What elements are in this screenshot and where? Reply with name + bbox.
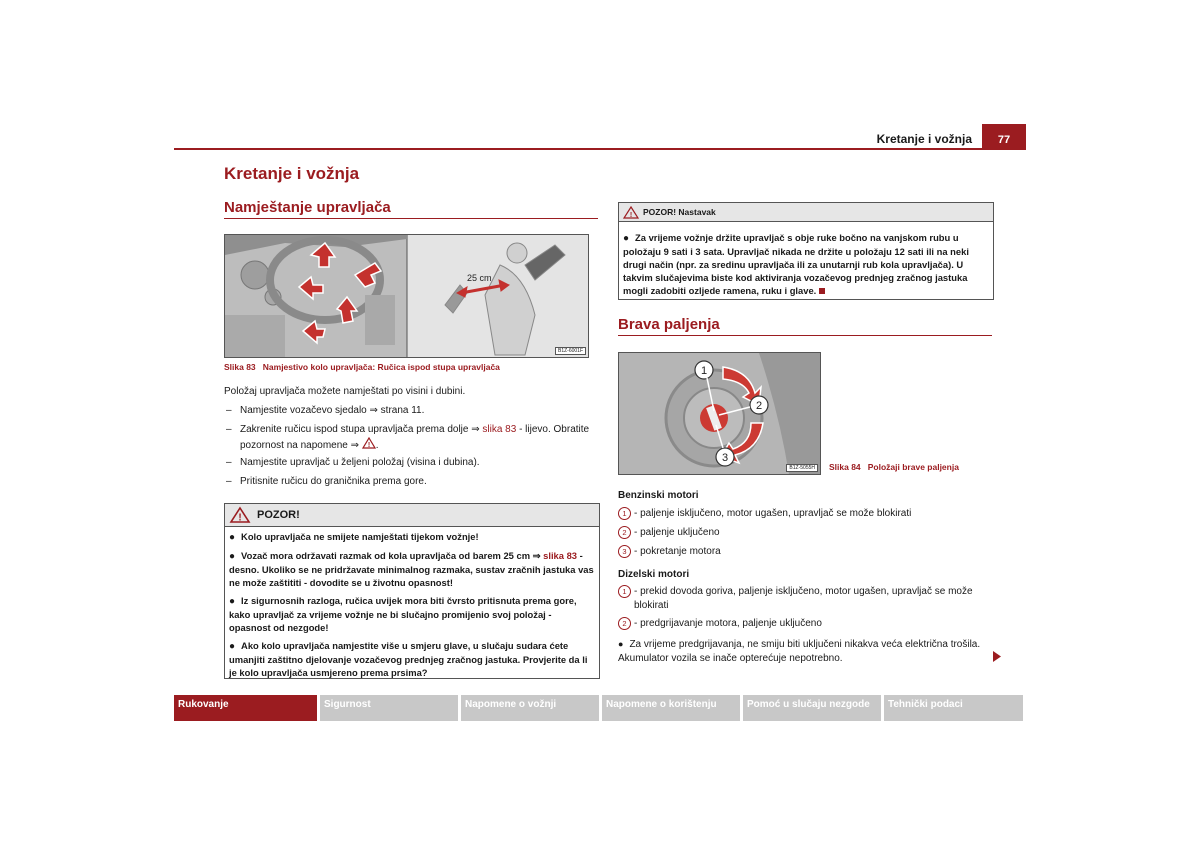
step-dash: – [226, 457, 232, 468]
step-text: . [375, 440, 379, 451]
figure-link[interactable]: slika 83 [482, 424, 517, 435]
callout-3: 3 [721, 452, 729, 464]
callout-1: 1 [700, 365, 708, 377]
step-text: Zakrenite ručicu ispod stupa upravljača prema dolje ⇒ [240, 424, 483, 435]
warning-body [619, 222, 993, 305]
section-rule [618, 335, 992, 336]
svg-text:!: ! [629, 211, 633, 219]
distance-label: 25 cm [467, 273, 492, 283]
running-header-title: Kretanje i vožnja [876, 132, 972, 146]
intro-paragraph: Položaj upravljača možete namještati po visini i dubini. [224, 386, 466, 397]
number-circle: 2 [618, 617, 631, 630]
warning-triangle-icon[interactable] [362, 437, 376, 449]
petrol-item-1 [618, 507, 992, 521]
tab-sigurnost[interactable]: Sigurnost [320, 695, 458, 721]
ignition-illustration [619, 353, 820, 474]
warning-item: ● Iz sigurnosnih razloga, ručica uvijek mora biti čvrsto pritisnuta prema gore, kako upravljač za vrijeme vožnje ne bi slučajno promijenio svoj položaj - opasnost od nezgode! [229, 595, 577, 633]
step-dash: – [226, 424, 232, 435]
number-circle: 2 [618, 526, 631, 539]
warning-header [619, 203, 993, 222]
tab-pomoc-u-slucaju-nezgode[interactable]: Pomoć u slučaju nezgode [743, 695, 881, 721]
warning-item: ● Vozač mora održavati razmak od kola upravljača od barem 25 cm ⇒ slika 83 - desno. Ukoliko se ne pridržavate minimalnog razmaka, sustav zračnih jastuka vas ne može zaštititi - dovodite se u životnu opasnost! [229, 550, 594, 588]
section-title-steering: Namještanje upravljača [224, 199, 391, 216]
figure-84-caption [829, 462, 959, 472]
page-number: 77 [982, 124, 1026, 148]
tab-napomene-o-koristenju[interactable]: Napomene o korištenju [602, 695, 740, 721]
item-text: - pokretanje motora [634, 546, 721, 557]
number-circle: 1 [618, 585, 631, 598]
caption-text: Položaji brave paljenja [867, 462, 959, 472]
section-title-ignition: Brava paljenja [618, 316, 720, 333]
step-text: - lijevo. Obratite pozornost na napomene ⇒ [240, 424, 590, 451]
step-2 [224, 423, 598, 453]
item-text: - paljenje isključeno, motor ugašen, upravljač se može blokirati [634, 508, 912, 519]
end-mark-icon [819, 288, 825, 294]
step-4 [224, 475, 598, 489]
header-rule [174, 148, 1026, 150]
item-text: - paljenje uključeno [634, 527, 720, 538]
svg-text:!: ! [238, 512, 242, 524]
chapter-title: Kretanje i vožnja [224, 164, 360, 183]
diesel-item-1 [618, 585, 992, 613]
caption-number: Slika 83 [224, 362, 256, 372]
tab-rukovanje[interactable]: Rukovanje [174, 695, 317, 721]
figure-steering-adjustment [224, 234, 589, 358]
petrol-item-3 [618, 545, 992, 559]
tab-napomene-o-voznji[interactable]: Napomene o vožnji [461, 695, 599, 721]
caption-number: Slika 84 [829, 462, 861, 472]
warning-continued-box [618, 202, 994, 300]
diesel-item-2 [618, 617, 992, 631]
section-rule [224, 218, 598, 219]
figure-code: B1Z-6001F [555, 347, 586, 355]
preheating-note [618, 637, 988, 666]
warning-header [225, 504, 599, 527]
figure-link[interactable]: slika 83 [543, 550, 578, 561]
step-text: Pritisnite ručicu do graničnika prema gore. [240, 476, 427, 487]
warning-title: POZOR! [257, 509, 300, 521]
step-text: Namjestite upravljač u željeni položaj (visina i dubina). [240, 457, 480, 468]
step-dash: – [226, 476, 232, 487]
number-circle: 3 [618, 545, 631, 558]
petrol-item-2 [618, 526, 992, 540]
step-dash: – [226, 405, 232, 416]
warning-triangle-icon [229, 506, 251, 524]
warning-triangle-icon [623, 206, 639, 219]
warning-box [224, 503, 600, 679]
figure-83-caption [224, 362, 500, 372]
step-1 [224, 404, 598, 418]
tab-tehnicki-podaci[interactable]: Tehnički podaci [884, 695, 1023, 721]
caption-text: Namjestivo kolo upravljača: Ručica ispod stupa upravljača [262, 362, 500, 372]
svg-text:!: ! [367, 442, 370, 449]
note-text: Za vrijeme predgrijavanja, ne smiju biti uključeni nikakva veća električna trošila. Akumulator vozila se inače opterećuje nepotrebno. [618, 639, 981, 664]
item-text: - prekid dovoda goriva, paljenje isključeno, motor ugašen, upravljač se može blokirati [634, 586, 973, 611]
steering-illustration [225, 235, 588, 357]
warning-item: ● Ako kolo upravljača namjestite više u smjeru glave, u slučaju sudara ćete umanjiti zaštitno djelovanje vozačevog prednjeg zračnog jastuka. Provjerite da li je kolo upravljača usmjereno prema prsima? [229, 640, 588, 678]
step-3 [224, 456, 598, 470]
bullet: ● [618, 639, 624, 649]
figure-code: B1Z-5055H [786, 464, 818, 472]
chapter-tabs [174, 695, 1026, 721]
warning-item: ● Kolo upravljača ne smijete namještati tijekom vožnje! [229, 531, 479, 543]
step-text: Namjestite vozačevo sjedalo ⇒ strana 11. [240, 405, 425, 416]
continue-arrow-icon[interactable] [992, 651, 1002, 662]
warning-body [225, 527, 599, 687]
callout-2: 2 [755, 400, 763, 412]
petrol-heading: Benzinski motori [618, 490, 699, 501]
number-circle: 1 [618, 507, 631, 520]
figure-ignition-lock [618, 352, 821, 475]
warning-title: POZOR! Nastavak [643, 207, 716, 217]
warning-item: ● Za vrijeme vožnje držite upravljač s obje ruke bočno na vanjskom rubu u položaju 9 sati i 3 sata. Upravljač nikada ne držite u položaju 12 sati ili na neki drugi način (npr. za sredinu upravljača ili za unutarnji rub kola upravljača). U takvim slučajevima biste kod aktiviranja vozačevog prednjeg zračnog jastuka mogli zadobiti ozljede ramena, ruku i glave. [623, 232, 969, 296]
item-text: - predgrijavanje motora, paljenje uključeno [634, 618, 822, 629]
diesel-heading: Dizelski motori [618, 569, 690, 580]
